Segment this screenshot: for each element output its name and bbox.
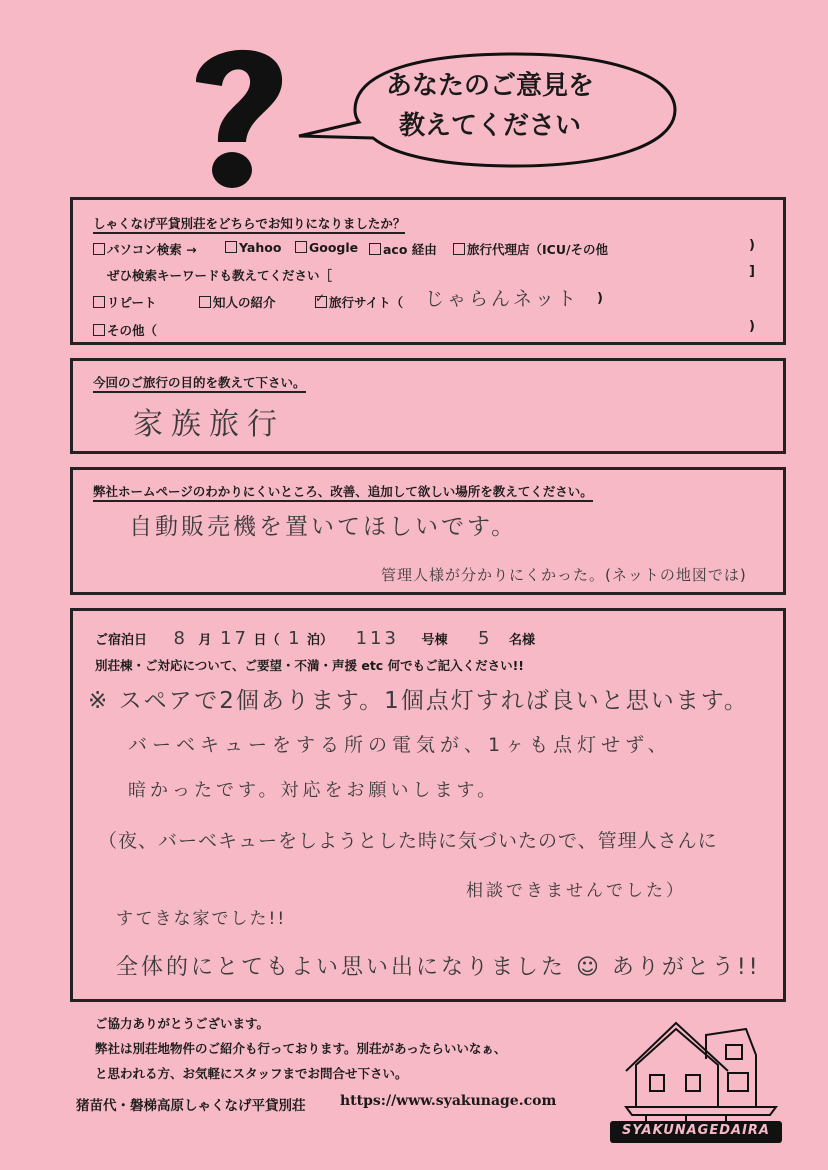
checkbox-icon xyxy=(93,296,105,308)
checkbox-icon xyxy=(225,241,237,253)
purpose-section xyxy=(70,358,786,454)
option-acquaintance[interactable]: 知人の紹介 xyxy=(199,293,276,311)
checkbox-icon xyxy=(295,241,307,253)
stay-day: 17 xyxy=(220,628,249,649)
comment-line-1: ※ スペアで2個あります。1個点灯すれば良いと思います。 xyxy=(88,688,749,714)
option-aco[interactable]: aco 経由 xyxy=(369,240,437,258)
bubble-line-1: あなたのご意見を xyxy=(385,71,594,101)
option-agency[interactable]: 旅行代理店（ICU/その他 xyxy=(453,240,608,258)
comment-line-6: すてきな家でした!! xyxy=(116,909,287,929)
comment-line-7: 全体的にとてもよい思い出になりました ☺ ありがとう!! xyxy=(116,955,761,980)
checkbox-checked-icon xyxy=(315,296,327,308)
bubble-line-2: 教えてください xyxy=(398,111,581,141)
footer-thanks: ご協力ありがとうございます。 xyxy=(95,1016,270,1031)
stay-label: ご宿泊日 xyxy=(95,633,148,648)
comment-line-2: バーベキューをする所の電気が、1ヶも点灯せず、 xyxy=(128,734,672,756)
source-section: しゃくなげ平貸別荘をどちらでお知りになりましたか？ パソコン検索 → Yahoo Google aco 経由 旅行代理店（ICU/その他 ) ぜひ検索キーワードも教えてください［ ] リピート 知人の紹介 ✓ 旅行サイト（ じゃらんネット ) その他（ ) xyxy=(70,197,786,345)
logo-text: SYAKUNAGEDAIRA xyxy=(621,1123,770,1138)
option-repeat[interactable]: リピート xyxy=(93,293,157,311)
purpose-answer: 家族旅行 xyxy=(133,407,285,442)
footer-line-3: と思われる方、お気軽にスタッフまでお問合せ下さい。 xyxy=(95,1066,408,1081)
homepage-answer-1: 自動販売機を置いてほしいです。 xyxy=(129,514,518,540)
stay-info: ご宿泊日 8 月 17 日（ 1 泊） 113 号棟 5 名様 xyxy=(95,628,536,649)
footer-line-2: 弊社は別荘地物件のご紹介も行っております。別荘があったらいいなぁ、 xyxy=(95,1041,507,1056)
option-yahoo[interactable]: Yahoo xyxy=(225,240,281,255)
comment-line-3: 暗かったです。対応をお願いします。 xyxy=(128,780,500,801)
travel-site-answer: じゃらんネット xyxy=(425,288,580,310)
checkbox-icon xyxy=(93,324,105,336)
comment-line-5: 相談できませんでした） xyxy=(466,881,686,901)
stay-nights: 1 xyxy=(288,628,303,649)
homepage-answer-2: 管理人様が分かりにくかった。(ネットの地図では) xyxy=(381,566,747,584)
option-pc-search[interactable]: パソコン検索 → xyxy=(93,240,197,258)
checkbox-icon xyxy=(199,296,211,308)
homepage-section xyxy=(70,467,786,595)
homepage-question: 弊社ホームページのわかりにくいところ、改善、追加して欲しい場所を教えてください。 xyxy=(93,484,593,502)
house-logo xyxy=(606,1015,786,1145)
footer-url[interactable]: https://www.syakunage.com xyxy=(340,1093,557,1109)
stay-building: 113 xyxy=(355,628,399,649)
option-travel-site[interactable]: ✓ 旅行サイト（ xyxy=(315,293,403,311)
footer-company: 猪苗代・磐梯高原しゃくなげ平貸別荘 xyxy=(76,1098,306,1114)
source-question: しゃくなげ平貸別荘をどちらでお知りになりましたか？ xyxy=(93,216,405,234)
checkbox-icon xyxy=(93,243,105,255)
checkbox-icon xyxy=(369,243,381,255)
checkbox-icon xyxy=(453,243,465,255)
bubble-text xyxy=(340,66,640,146)
option-other[interactable]: その他（ xyxy=(93,321,157,339)
question-mark-icon xyxy=(178,30,298,200)
keyword-label: ぜひ検索キーワードも教えてください［ xyxy=(107,268,333,283)
comment-line-4: （夜、バーベキューをしようとした時に気づいたので、管理人さんに xyxy=(98,830,718,852)
stay-month: 8 xyxy=(173,628,188,649)
purpose-question: 今回のご旅行の目的を教えて下さい。 xyxy=(93,375,306,393)
option-google[interactable]: Google xyxy=(295,240,358,255)
feedback-question: 別荘棟・ご対応について、ご要望・不満・声援 etc 何でもご記入ください!! xyxy=(95,658,524,673)
stay-people: 5 xyxy=(478,628,493,649)
